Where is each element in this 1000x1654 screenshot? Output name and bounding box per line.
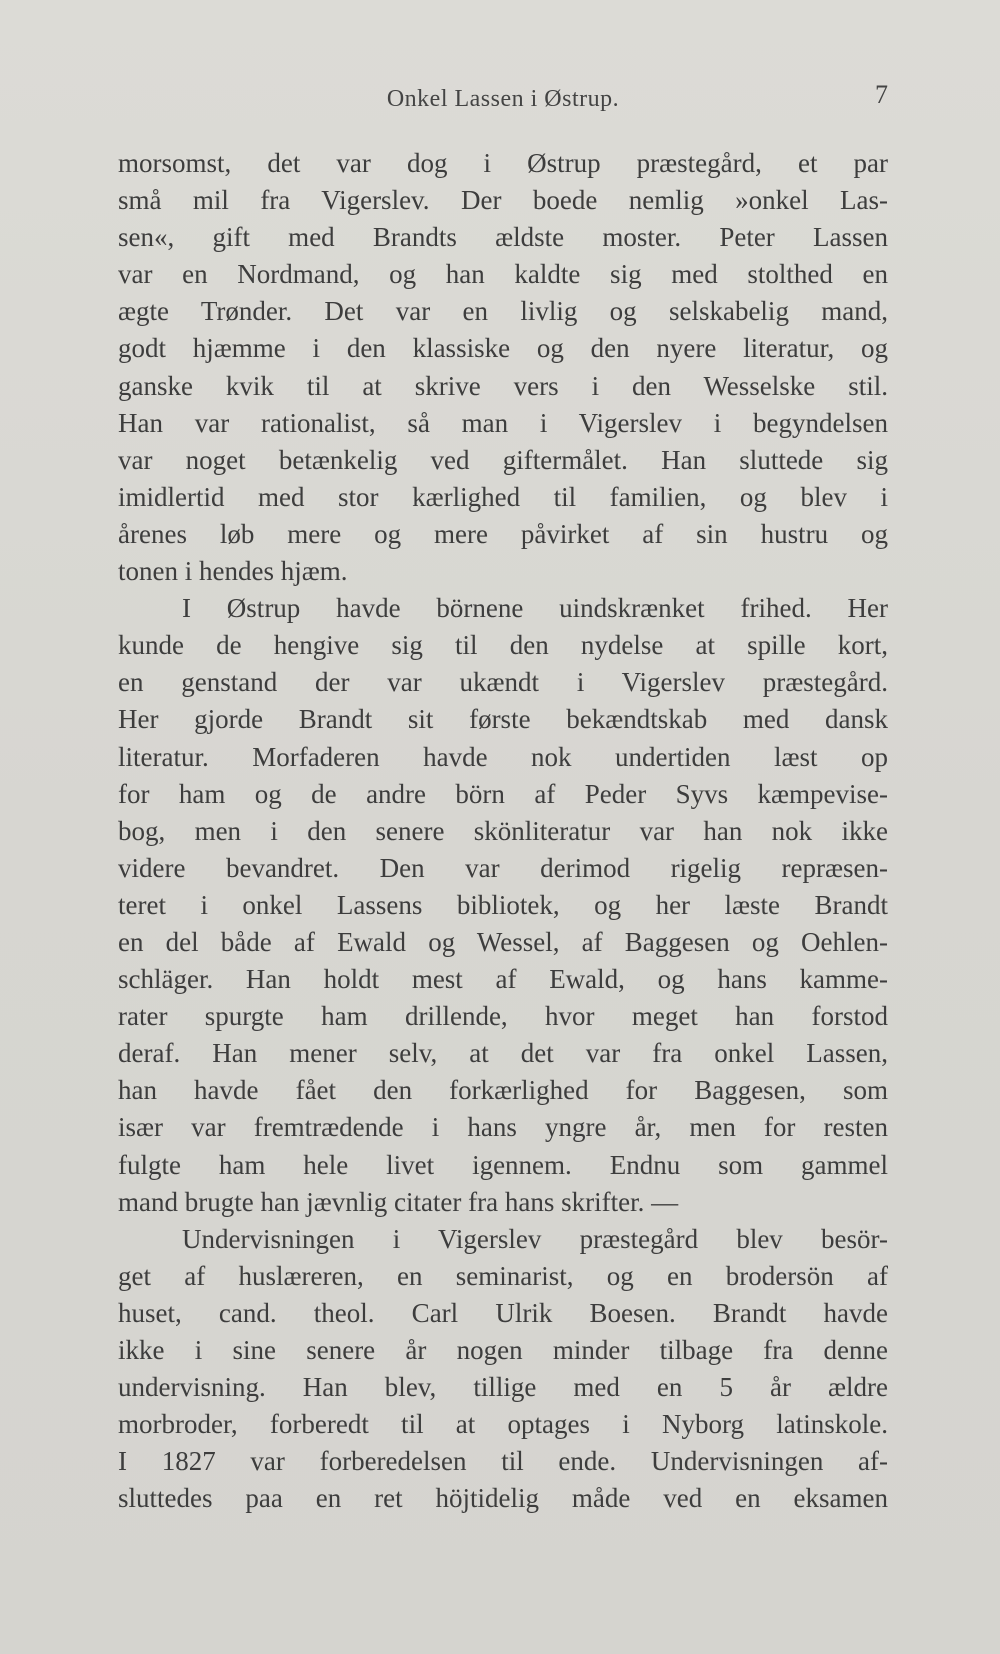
- body-text: [118, 145, 888, 1517]
- text-line: ikke i sine senere år nogen minder tilbage fra denne: [118, 1335, 888, 1365]
- text-line: var noget betænkelig ved giftermålet. Han sluttede sig: [118, 444, 888, 475]
- text-line: han havde fået den forkærlighed for Baggesen, som: [118, 1075, 888, 1106]
- text-line: ganske kvik til at skrive vers i den Wesselske stil.: [118, 370, 888, 401]
- text-line: huset, cand. theol. Carl Ulrik Boesen. Brandt havde: [118, 1297, 888, 1328]
- text-line: deraf. Han mener selv, at det var fra onkel Lassen,: [118, 1038, 888, 1069]
- text-line: morsomst, det var dog i Østrup præstegård, et par: [118, 148, 888, 178]
- text-line: især var fremtrædende i hans yngre år, men for resten: [118, 1112, 888, 1143]
- text-line: ægte Trønder. Det var en livlig og selskabelig mand,: [118, 296, 888, 327]
- running-title: Onkel Lassen i Østrup.: [386, 86, 620, 112]
- text-line: årenes løb mere og mere påvirket af sin hustru og: [118, 518, 888, 549]
- text-line: små mil fra Vigerslev. Der boede nemlig »onkel Las-: [118, 185, 888, 216]
- text-line: I Østrup havde börnene uindskrænket frihed. Her: [182, 593, 888, 624]
- text-line: teret i onkel Lassens bibliotek, og her læste Brandt: [118, 889, 888, 920]
- text-line: fulgte ham hele livet igennem. Endnu som gammel: [118, 1149, 888, 1180]
- text-line: Her gjorde Brandt sit første bekændtskab med dansk: [118, 704, 888, 735]
- text-line: tonen i hendes hjæm.: [118, 556, 348, 587]
- text-line: kunde de hengive sig til den nydelse at spille kort,: [118, 630, 888, 661]
- text-line: Undervisningen i Vigerslev præstegård blev besör-: [182, 1223, 888, 1254]
- text-line: rater spurgte ham drillende, hvor meget han forstod: [118, 1001, 888, 1032]
- text-line: Han var rationalist, så man i Vigerslev i begyndelsen: [118, 407, 888, 438]
- text-line: sluttedes paa en ret höjtidelig måde ved en eksamen: [118, 1483, 888, 1514]
- text-line: mand brugte han jævnlig citater fra hans skrifter. —: [118, 1186, 679, 1217]
- text-line: schläger. Han holdt mest af Ewald, og hans kamme-: [118, 964, 888, 995]
- text-line: sen«, gift med Brandts ældste moster. Peter Lassen: [118, 222, 888, 253]
- text-line: bog, men i den senere skönliteratur var han nok ikke: [118, 815, 888, 846]
- text-line: get af huslæreren, en seminarist, og en brodersön af: [118, 1260, 888, 1291]
- text-line: literatur. Morfaderen havde nok undertiden læst op: [118, 741, 888, 772]
- text-line: for ham og de andre börn af Peder Syvs kæmpevise-: [118, 778, 888, 809]
- text-line: en del både af Ewald og Wessel, af Baggesen og Oehlen-: [118, 926, 888, 957]
- text-line: godt hjæmme i den klassiske og den nyere literatur, og: [118, 333, 888, 364]
- text-line: undervisning. Han blev, tillige med en 5 år ældre: [118, 1372, 888, 1403]
- text-line: I 1827 var forberedelsen til ende. Undervisningen af-: [118, 1446, 888, 1477]
- page-header: [118, 80, 888, 120]
- text-line: videre bevandret. Den var derimod rigelig repræsen-: [118, 852, 888, 883]
- text-line: en genstand der var ukændt i Vigerslev præstegård.: [118, 667, 888, 698]
- text-line: morbroder, forberedt til at optages i Nyborg latinskole.: [118, 1409, 888, 1440]
- page-number: 7: [875, 80, 888, 109]
- text-line: var en Nordmand, og han kaldte sig med stolthed en: [118, 259, 888, 290]
- text-line: imidlertid med stor kærlighed til familien, og blev i: [118, 481, 888, 512]
